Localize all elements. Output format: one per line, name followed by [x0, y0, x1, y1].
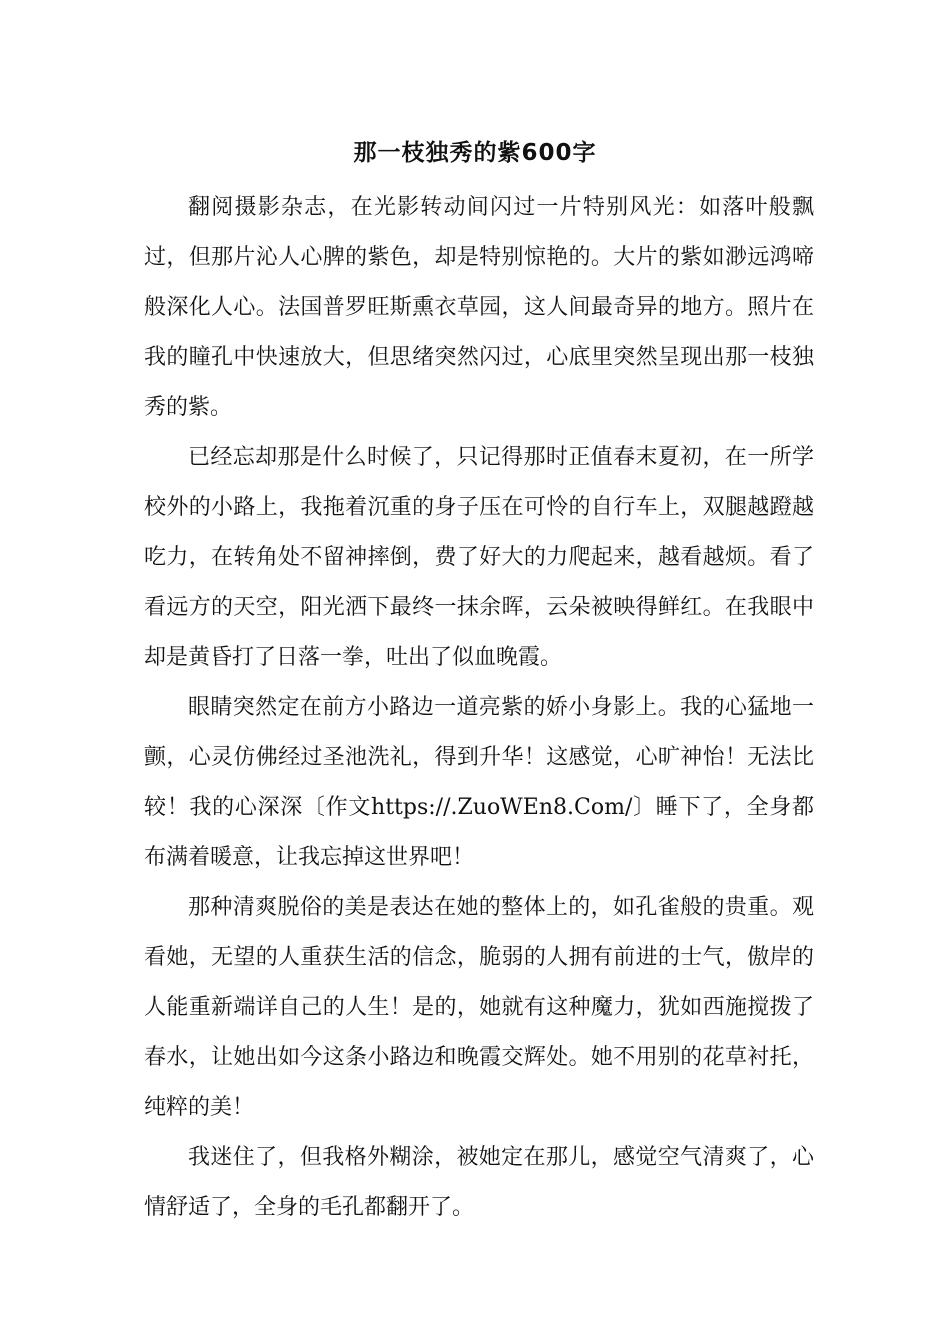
paragraph-3: 眼睛突然定在前方小路边一道亮紫的娇小身影上。我的心猛地一颤，心灵仿佛经过圣池洗礼，得到升华！这感觉，心旷神怡！无法比较！我的心深深〔作文https://.ZuoWEn8.Com/〕睡下了，全身都布满着暖意，让我忘掉这世界吧！	[144, 695, 814, 870]
paragraph-2: 已经忘却那是什么时候了，只记得那时正值春末夏初，在一所学校外的小路上，我拖着沉重的身子压在可怜的自行车上，双腿越蹬越吃力，在转角处不留神摔倒，费了好大的力爬起来，越看越烦。看了看远方的天空，阳光洒下最终一抹余晖，云朵被映得鲜红。在我眼中却是黄昏打了日落一拳，吐出了似血晚霞。	[144, 445, 814, 670]
paragraph-5: 我迷住了，但我格外糊涂，被她定在那儿，感觉空气清爽了，心情舒适了，全身的毛孔都翻开了。	[144, 1145, 814, 1220]
document-body	[144, 183, 814, 1233]
paragraph-1: 翻阅摄影杂志，在光影转动间闪过一片特别风光：如落叶般飘过，但那片沁人心脾的紫色，却是特别惊艳的。大片的紫如渺远鸿啼般深化人心。法国普罗旺斯熏衣草园，这人间最奇异的地方。照片在我的瞳孔中快速放大，但思绪突然闪过，心底里突然呈现出那一枝独秀的紫。	[144, 195, 814, 420]
document-title: 那一枝独秀的紫600字	[353, 140, 597, 166]
paragraph-4: 那种清爽脱俗的美是表达在她的整体上的，如孔雀般的贵重。观看她，无望的人重获生活的信念，脆弱的人拥有前进的士气，傲岸的人能重新端详自己的人生！是的，她就有这种魔力，犹如西施搅拨了春水，让她出如今这条小路边和晚霞交辉处。她不用别的花草衬托，纯粹的美！	[144, 895, 814, 1120]
